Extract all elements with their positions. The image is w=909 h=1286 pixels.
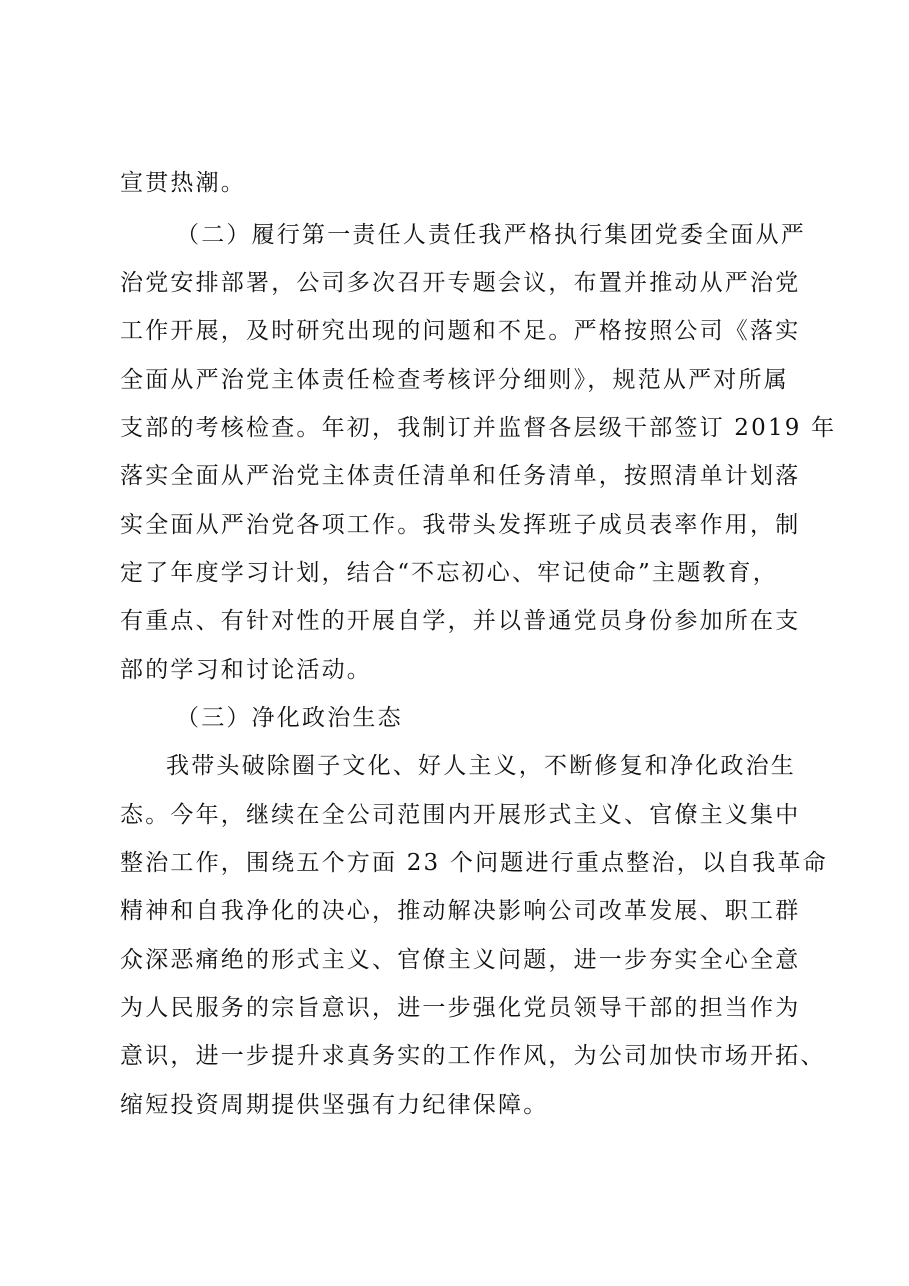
text-line-17: 众深恶痛绝的形式主义、官僚主义问题，进一步夯实全心全意: [120, 947, 801, 973]
text-line-18: 为人民服务的宗旨意识，进一步强化党员领导干部的担当作为: [120, 995, 801, 1021]
text-line-8: 实全面从严治党各项工作。我带头发挥班子成员表率作用，制: [120, 512, 801, 538]
text-line-19: 意识，进一步提升求真务实的工作作风，为公司加快市场开拓、: [120, 1043, 826, 1069]
text-line-11: 部的学习和讨论活动。: [120, 657, 372, 683]
heading-section-3: （三）净化政治生态: [176, 705, 403, 731]
text-line-10: 有重点、有针对性的开展自学，并以普通党员身份参加所在支: [120, 608, 801, 634]
text-line-9: 定了年度学习计划，结合“不忘初心、牢记使命”主题教育，: [120, 560, 778, 586]
text-line-1: 宣贯热潮。: [120, 170, 246, 196]
text-line-16: 精神和自我净化的决心，推动解决影响公司改革发展、职工群: [120, 898, 801, 924]
text-line-3: 治党安排部署，公司多次召开专题会议，布置并推动从严治党: [120, 270, 801, 296]
text-line-6: 支部的考核检查。年初，我制订并监督各层级干部签订 2019 年: [120, 415, 837, 441]
text-line-13: 我带头破除圈子文化、好人主义，不断修复和净化政治生: [166, 753, 796, 779]
text-line-20: 缩短投资周期提供坚强有力纪律保障。: [120, 1092, 549, 1118]
text-line-15: 整治工作，围绕五个方面 23 个问题进行重点整治，以自我革命: [120, 850, 828, 876]
text-line-4: 工作开展，及时研究出现的问题和不足。严格按照公司《落实: [120, 318, 801, 344]
text-line-5: 全面从严治党主体责任检查考核评分细则》，规范从严对所属: [120, 367, 789, 393]
text-line-7: 落实全面从严治党主体责任清单和任务清单，按照清单计划落: [120, 463, 801, 489]
text-line-14: 态。今年，继续在全公司范围内开展形式主义、官僚主义集中: [120, 802, 801, 828]
heading-section-2: （二）履行第一责任人责任我严格执行集团党委全面从严: [176, 222, 806, 248]
